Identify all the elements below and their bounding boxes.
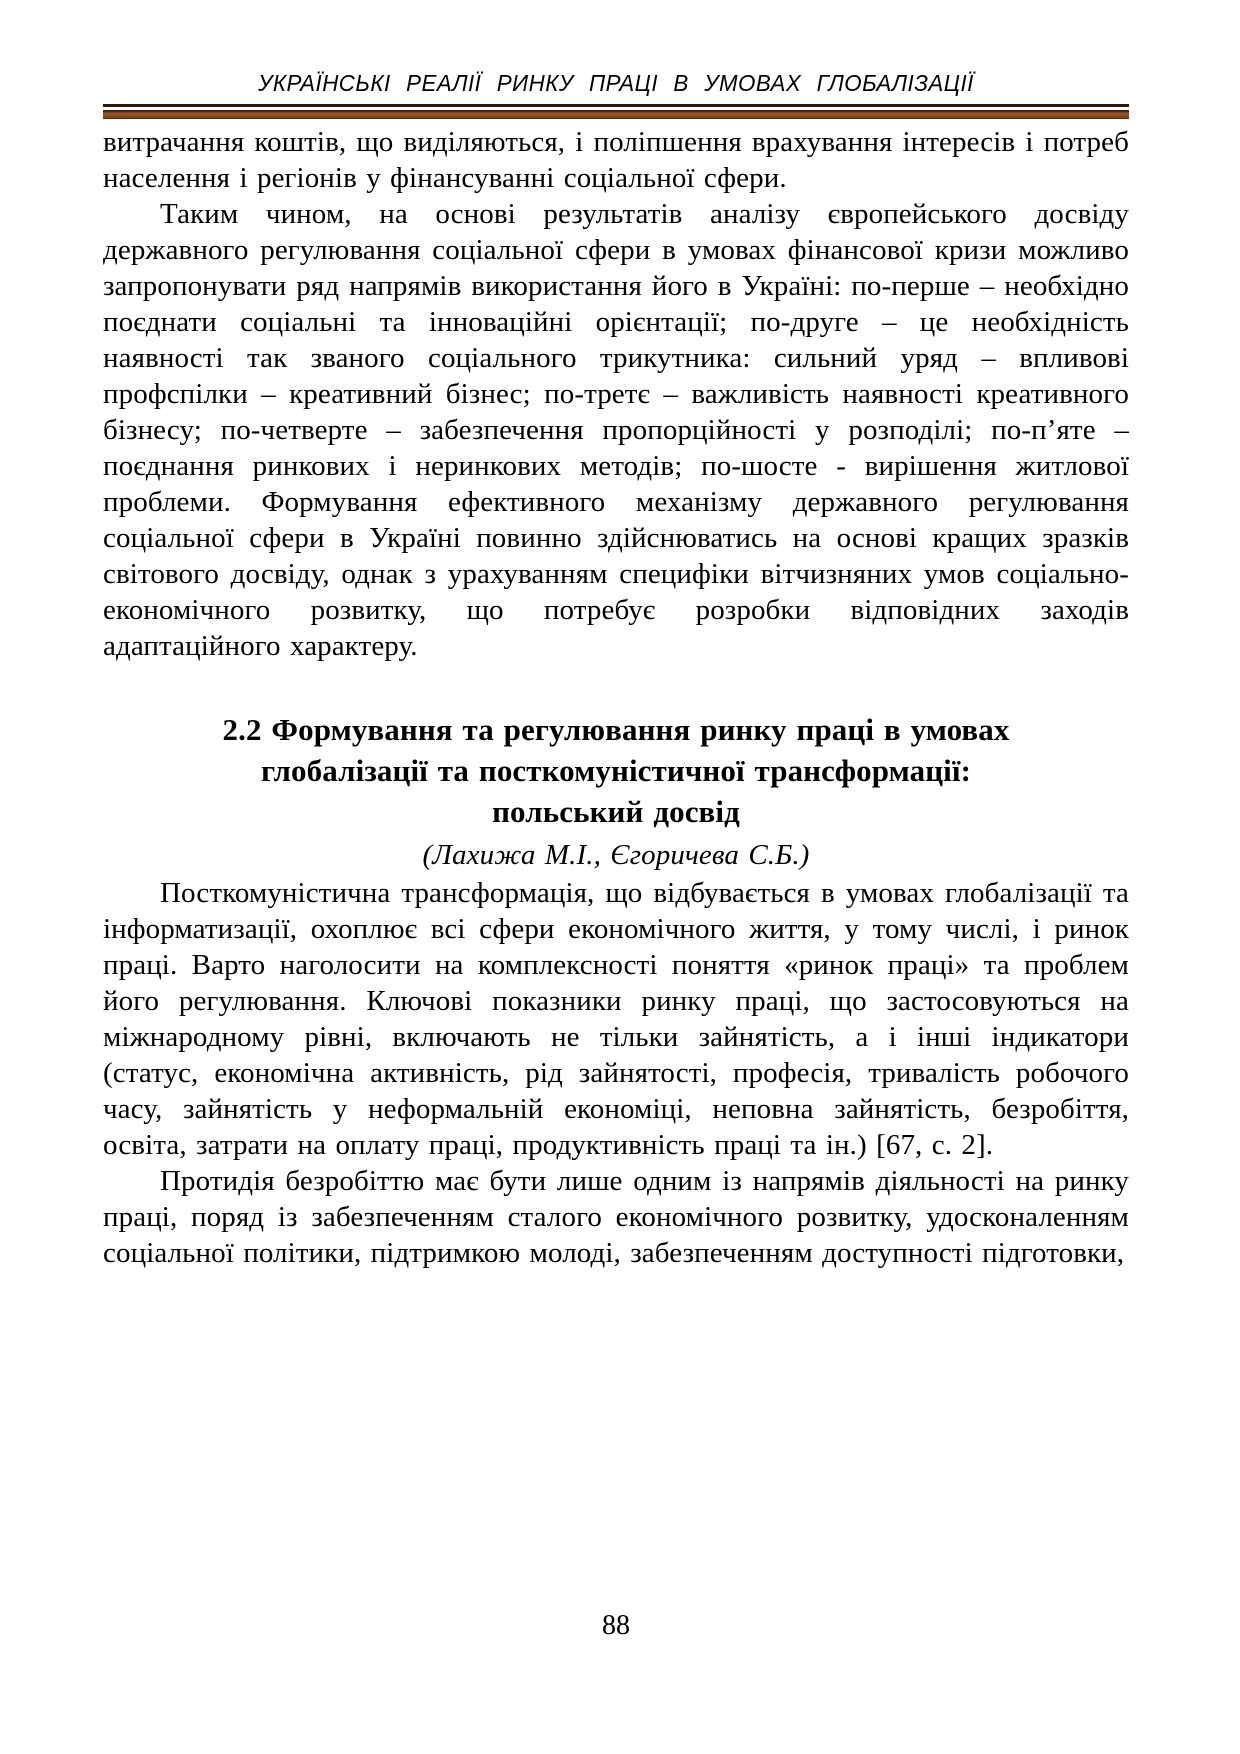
page-content xyxy=(103,0,1129,1271)
section-authors: (Лахижа М.І., Єгоричева С.Б.) xyxy=(422,839,810,871)
header-rule xyxy=(103,104,1129,119)
paragraph-continuation: витрачання коштів, що виділяються, і поліпшення врахування інтересів і потреб населення і регіонів у фінансуванні соціальної сфери. xyxy=(103,126,1129,194)
paragraph-unemployment-countermeasures: Протидія безробіттю має бути лише одним із напрямів діяльності на ринку праці, поряд із забезпеченням сталого економічного розвитку, удосконаленням соціальної політики, підтримкою молоді, забезпеченням доступності підготовки, xyxy=(103,1165,1129,1269)
page-number: 88 xyxy=(602,1610,630,1641)
header-rule-bar xyxy=(103,110,1129,119)
body-text xyxy=(103,124,1129,1271)
running-header-title: УКРАЇНСЬКІ РЕАЛІЇ РИНКУ ПРАЦІ В УМОВАХ ГЛОБАЛІЗАЦІЇ xyxy=(258,70,974,96)
section-heading-line-2: глобалізації та посткомуністичної трансформації: xyxy=(260,753,972,788)
paragraph-conclusion: Таким чином, на основі результатів аналізу європейського досвіду державного регулювання соціальної сфери в умовах фінансової кризи можливо запропонувати ряд напрямів використання його в Україні: по-перше – необхідно поєднати соціальні та інноваційні орієнтації; по-друге – це необхідність наявності так званого соціального трикутника: сильний уряд – впливові профспілки – креативний бізнес; по-третє – важливість наявності креативного бізнесу; по-четверте – забезпечення пропорційності у розподілі; по-п’яте – поєднання ринкових і неринкових методів; по-шосте - вирішення житлової проблеми. Формування ефективного механізму державного регулювання соціальної сфери в Україні повинно здійснюватись на основі кращих зразків світового досвіду, однак з урахуванням специфіки вітчизняних умов соціально-економічного розвитку, що потребує розробки відповідних заходів адаптаційного характеру. xyxy=(103,198,1129,662)
section-heading xyxy=(103,709,1129,832)
section-heading-line-3: польський досвід xyxy=(492,794,740,829)
paragraph-post-communist-transformation: Посткомуністична трансформація, що відбувається в умовах глобалізації та інформатизації, охоплює всі сфери економічного життя, у тому числі, і ринок праці. Варто наголосити на комплексності поняття «ринок праці» та проблем його регулювання. Ключові показники ринку праці, що застосовуються на міжнародному рівні, включають не тільки зайнятість, а і інші індикатори (статус, економічна активність, рід зайнятості, професія, тривалість робочого часу, зайнятість у неформальній економіці, неповна зайнятість, безробіття, освіта, затрати на оплату праці, продуктивність праці та ін.) [67, с. 2]. xyxy=(103,877,1129,1161)
section-heading-line-1: 2.2 Формування та регулювання ринку праці в умовах xyxy=(222,712,1010,747)
